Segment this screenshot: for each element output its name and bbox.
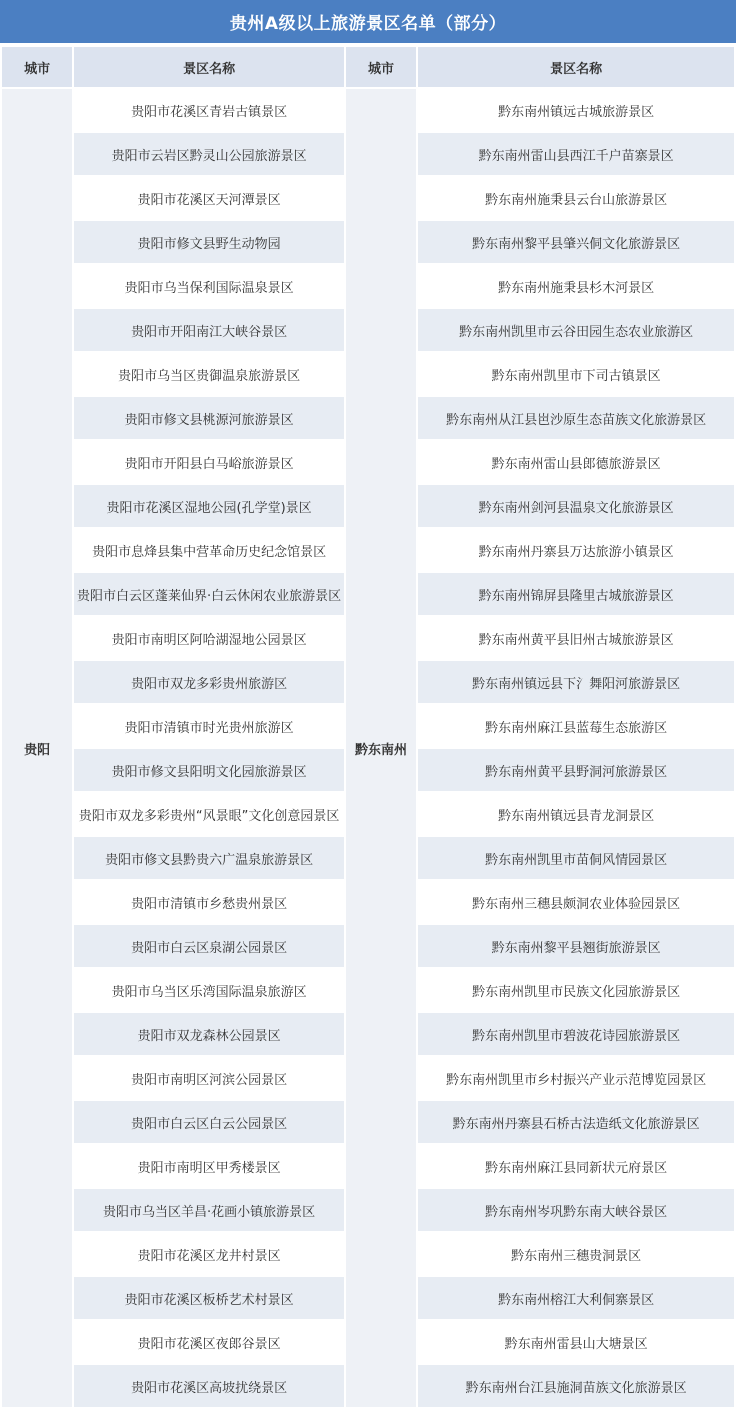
scenic-name-right: 黔东南州凯里市民族文化园旅游景区 (418, 969, 734, 1011)
scenic-name-left: 贵阳市云岩区黔灵山公园旅游景区 (74, 133, 343, 175)
scenic-name-left: 贵阳市白云区泉湖公园景区 (74, 925, 343, 967)
header-name-right: 景区名称 (418, 47, 734, 87)
scenic-name-right: 黔东南州凯里市碧波花诗园旅游景区 (418, 1013, 734, 1055)
scenic-name-right: 黔东南州雷县山大塘景区 (418, 1321, 734, 1363)
scenic-name-left: 贵阳市南明区河滨公园景区 (74, 1057, 343, 1099)
scenic-name-left: 贵阳市乌当保利国际温泉景区 (74, 265, 343, 307)
header-city-right: 城市 (346, 47, 416, 87)
scenic-area-table (0, 45, 736, 1409)
scenic-name-right: 黔东南州三穗贵洞景区 (418, 1233, 734, 1275)
scenic-name-left: 贵阳市白云区蓬莱仙界·白云休闲农业旅游景区 (74, 573, 343, 615)
city-cell-guiyang: 贵阳 (2, 89, 72, 1407)
scenic-name-left: 贵阳市花溪区天河潭景区 (74, 177, 343, 219)
scenic-name-left: 贵阳市开阳县白马峪旅游景区 (74, 441, 343, 483)
scenic-name-left: 贵阳市花溪区青岩古镇景区 (74, 89, 343, 131)
scenic-name-left: 贵阳市双龙多彩贵州旅游区 (74, 661, 343, 703)
scenic-name-left: 贵阳市南明区甲秀楼景区 (74, 1145, 343, 1187)
scenic-name-right: 黔东南州黎平县翘街旅游景区 (418, 925, 734, 967)
scenic-name-right: 黔东南州黎平县肇兴侗文化旅游景区 (418, 221, 734, 263)
scenic-name-left: 贵阳市修文县阳明文化园旅游景区 (74, 749, 343, 791)
scenic-name-right: 黔东南州麻江县蓝莓生态旅游区 (418, 705, 734, 747)
city-cell-qiandongnan: 黔东南州 (346, 89, 416, 1407)
scenic-name-right: 黔东南州雷山县西江千户苗寨景区 (418, 133, 734, 175)
scenic-name-left: 贵阳市息烽县集中营革命历史纪念馆景区 (74, 529, 343, 571)
scenic-name-left: 贵阳市修文县黔贵六广温泉旅游景区 (74, 837, 343, 879)
table-body (2, 89, 734, 1407)
scenic-name-right: 黔东南州锦屏县隆里古城旅游景区 (418, 573, 734, 615)
scenic-name-right: 黔东南州凯里市云谷田园生态农业旅游区 (418, 309, 734, 351)
scenic-name-right: 黔东南州榕江大利侗寨景区 (418, 1277, 734, 1319)
scenic-name-right: 黔东南州岑巩黔东南大峡谷景区 (418, 1189, 734, 1231)
scenic-name-right: 黔东南州黄平县旧州古城旅游景区 (418, 617, 734, 659)
table-header-row (2, 47, 734, 87)
scenic-name-left: 贵阳市花溪区高坡扰绕景区 (74, 1365, 343, 1407)
scenic-name-left: 贵阳市乌当区乐湾国际温泉旅游区 (74, 969, 343, 1011)
page-title: 贵州A级以上旅游景区名单（部分） (0, 0, 736, 43)
scenic-name-right: 黔东南州从江县岜沙原生态苗族文化旅游景区 (418, 397, 734, 439)
scenic-name-right: 黔东南州施秉县杉木河景区 (418, 265, 734, 307)
scenic-name-right: 黔东南州三穗县颇洞农业体验园景区 (418, 881, 734, 923)
scenic-name-right: 黔东南州镇远古城旅游景区 (418, 89, 734, 131)
scenic-name-right: 黔东南州丹寨县石桥古法造纸文化旅游景区 (418, 1101, 734, 1143)
scenic-name-left: 贵阳市花溪区龙井村景区 (74, 1233, 343, 1275)
scenic-name-right: 黔东南州凯里市下司古镇景区 (418, 353, 734, 395)
scenic-name-right: 黔东南州施秉县云台山旅游景区 (418, 177, 734, 219)
header-city-left: 城市 (2, 47, 72, 87)
scenic-name-left: 贵阳市乌当区贵御温泉旅游景区 (74, 353, 343, 395)
scenic-name-right: 黔东南州凯里市乡村振兴产业示范博览园景区 (418, 1057, 734, 1099)
scenic-name-left: 贵阳市南明区阿哈湖湿地公园景区 (74, 617, 343, 659)
scenic-name-right: 黔东南州剑河县温泉文化旅游景区 (418, 485, 734, 527)
scenic-name-left: 贵阳市花溪区夜郎谷景区 (74, 1321, 343, 1363)
scenic-name-left: 贵阳市清镇市乡愁贵州景区 (74, 881, 343, 923)
scenic-name-left: 贵阳市修文县野生动物园 (74, 221, 343, 263)
scenic-name-left: 贵阳市双龙森林公园景区 (74, 1013, 343, 1055)
header-name-left: 景区名称 (74, 47, 343, 87)
scenic-name-right: 黔东南州麻江县同新状元府景区 (418, 1145, 734, 1187)
scenic-name-left: 贵阳市修文县桃源河旅游景区 (74, 397, 343, 439)
scenic-name-left: 贵阳市花溪区板桥艺术村景区 (74, 1277, 343, 1319)
scenic-name-left: 贵阳市双龙多彩贵州“风景眼”文化创意园景区 (74, 793, 343, 835)
scenic-name-left: 贵阳市清镇市时光贵州旅游区 (74, 705, 343, 747)
scenic-name-left: 贵阳市白云区白云公园景区 (74, 1101, 343, 1143)
scenic-name-right: 黔东南州台江县施洞苗族文化旅游景区 (418, 1365, 734, 1407)
scenic-name-left: 贵阳市花溪区湿地公园(孔学堂)景区 (74, 485, 343, 527)
scenic-name-right: 黔东南州镇远县下氵舞阳河旅游景区 (418, 661, 734, 703)
scenic-name-left: 贵阳市乌当区羊昌·花画小镇旅游景区 (74, 1189, 343, 1231)
scenic-name-left: 贵阳市开阳南江大峡谷景区 (74, 309, 343, 351)
scenic-name-right: 黔东南州雷山县郎德旅游景区 (418, 441, 734, 483)
scenic-name-right: 黔东南州镇远县青龙洞景区 (418, 793, 734, 835)
scenic-name-right: 黔东南州黄平县野洞河旅游景区 (418, 749, 734, 791)
scenic-name-right: 黔东南州丹寨县万达旅游小镇景区 (418, 529, 734, 571)
table-row (2, 89, 734, 131)
scenic-name-right: 黔东南州凯里市苗侗风情园景区 (418, 837, 734, 879)
